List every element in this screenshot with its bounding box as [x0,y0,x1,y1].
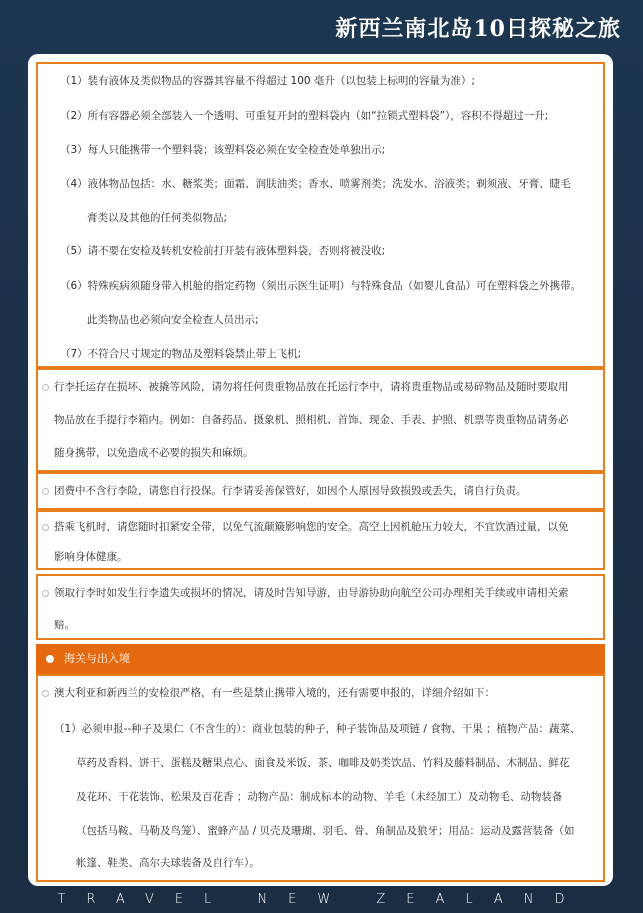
bullet-icon [42,488,49,495]
customs-box [36,674,605,882]
customs-section-title: 海关与出入境 [64,652,130,665]
checked-luggage-line: 行李托运存在损坏、被撬等风险，请勿将任何贵重物品放在托运行李中，请将贵重物品或易碎物品及随时要取用 [54,381,569,393]
rule-item-6: （6）特殊疾病须随身带入机舱的指定药物（须出示医生证明）与特殊食品（如婴儿食品）可在塑料袋之外携带。 [60,280,582,292]
rule-item-1: （1）装有液体及类似物品的容器其容量不得超过 100 毫升（以包装上标明的容量为准）; [60,75,475,87]
checked-luggage-line: 随身携带，以免造成不必要的损失和麻烦。 [54,447,254,459]
insurance-box [36,472,605,510]
rule-item-7: （7）不符合尺寸规定的物品及塑料袋禁止带上飞机; [60,348,302,360]
seatbelt-line: 搭乘飞机时，请您随时扣紧安全带，以免气流颠簸影响您的安全。高空上因机舱压力较大，不宜饮酒过量，以免 [54,521,569,533]
banner-bullet-icon [46,655,54,663]
bullet-icon [42,524,49,531]
bullet-icon [42,590,49,597]
rule-item-4-cont: 膏类以及其他的任何类似物品; [87,212,228,224]
seatbelt-box [36,510,605,570]
customs-section-banner [36,644,605,674]
seatbelt-line: 影响身体健康。 [54,551,128,563]
damage-report-line: 领取行李时如发生行李遗失或损坏的情况，请及时告知导游，由导游协助向航空公司办理相关手续或申请相关索 [54,587,569,599]
customs-declare-line: （包括马鞍、马勒及鸟笼）、蜜蜂产品 / 贝壳及珊瑚、羽毛、骨、角制品及狼牙；用品：运动及露营装备（如 [76,825,575,837]
customs-declare-line: 帐篷、鞋类、高尔夫球装备及自行车）。 [76,857,260,869]
bullet-icon [42,690,49,697]
rule-item-4: （4）液体物品包括：水、糖浆类；面霜、润肤油类；香水、喷雾剂类；洗发水、浴液类；剃须液、牙膏、睫毛 [60,178,571,190]
bullet-icon [42,384,49,391]
insurance-line: 团费中不含行李险，请您自行投保。行李请妥善保管好，如因个人原因导致损毁或丢失，请自行负责。 [54,485,527,497]
liquid-rules-box [36,62,605,368]
rule-item-5: （5）请不要在安检及转机安检前打开装有液体塑料袋，否则将被没收; [60,245,386,257]
footer-tagline: TRAVEL NEW ZEALAND [57,892,586,907]
checked-luggage-box [36,368,605,472]
customs-declare-line: 及花环、干花装饰、松果及百花香 ；动物产品：制成标本的动物、羊毛（未经加工）及动物毛、动物装备 [76,791,563,803]
page-title: 新西兰南北岛10日探秘之旅 [335,16,621,42]
damage-report-line: 赔。 [54,619,75,631]
rule-item-2: （2）所有容器必须全部装入一个透明、可重复开封的塑料袋内（如“拉锁式塑料袋”），容积不得超过一升; [60,110,549,122]
customs-intro: 澳大利亚和新西兰的安检很严格，有一些是禁止携带入境的，还有需要申报的，详细介绍如下： [54,687,495,699]
rule-item-3: （3）每人只能携带一个塑料袋；该塑料袋必须在安全检查处单独出示; [60,144,386,156]
rule-item-6-cont: 此类物品也必须向安全检查人员出示; [87,314,259,326]
content-card [28,54,613,886]
customs-declare-line: 草药及香料、饼干、蛋糕及糖果点心、面食及米饭、茶、咖啡及奶类饮品、竹料及藤料制品、木制品、鲜花 [76,757,570,769]
checked-luggage-line: 物品放在手提行李箱内。例如：自备药品、摄象机、照相机、首饰、现金、手表、护照、机票等贵重物品请务必 [54,414,569,426]
damage-report-box [36,574,605,640]
customs-declare-line: （1）必须申报--种子及果仁（不含生的）：商业包装的种子，种子装饰品及项链 / 食物、干果 ；植物产品：蔬菜、 [54,723,581,735]
